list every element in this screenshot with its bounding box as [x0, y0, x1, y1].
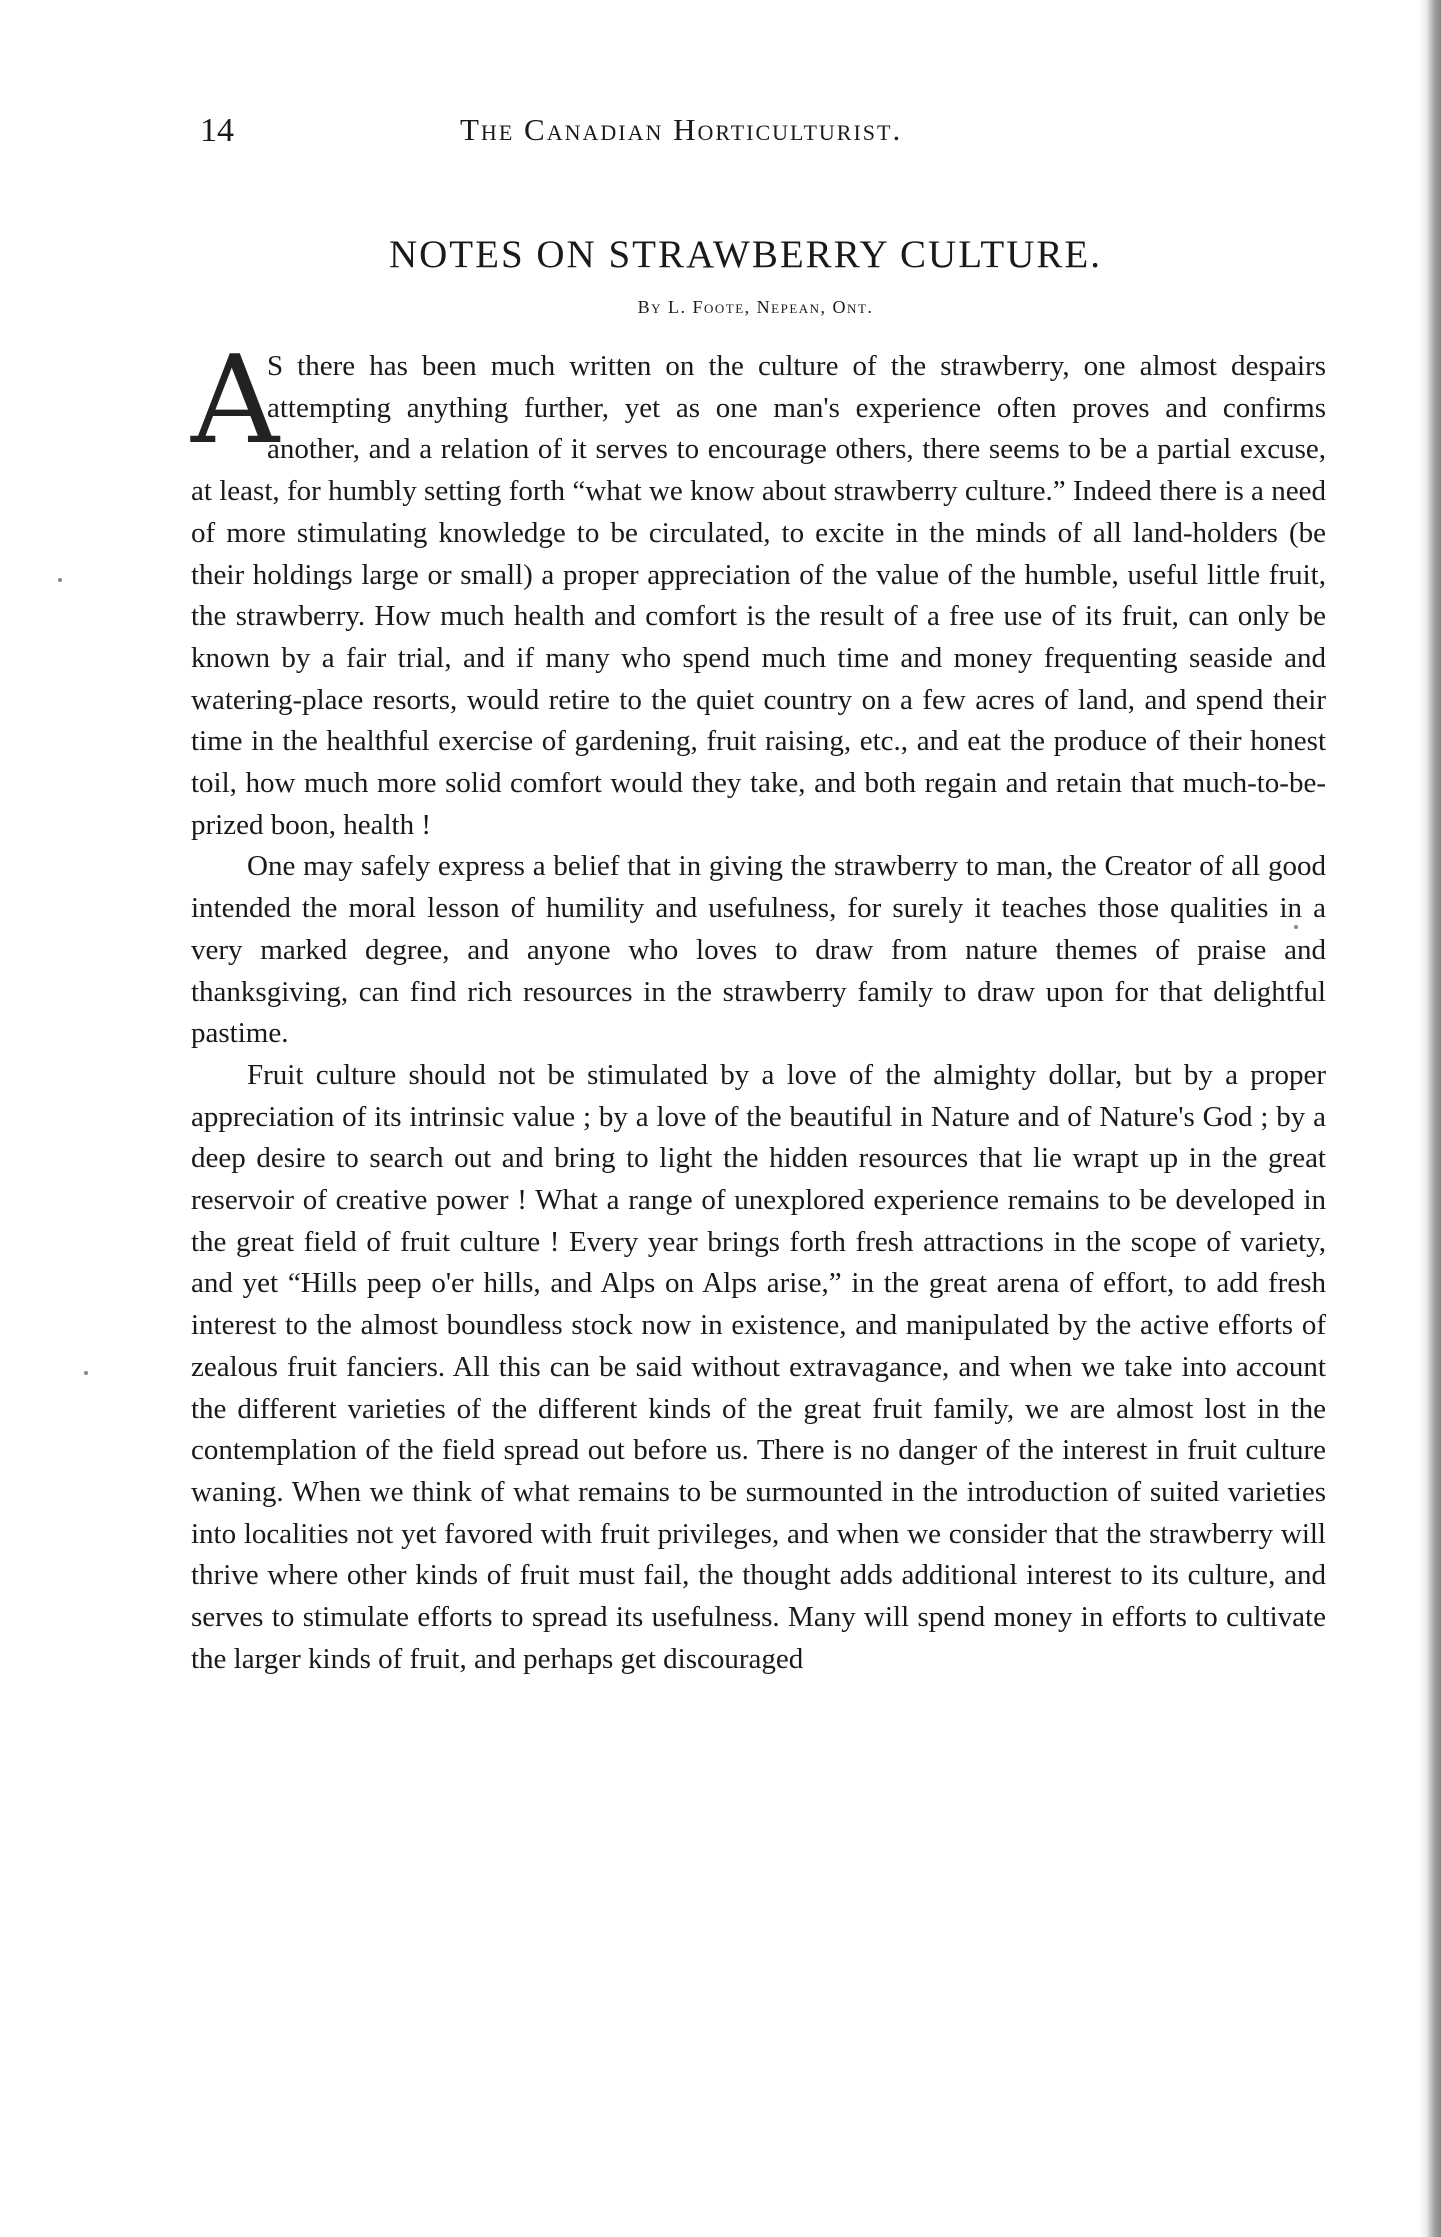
paragraph-1	[191, 329, 1326, 846]
stray-mark	[58, 578, 62, 582]
drop-cap-letter: A	[191, 329, 280, 471]
paragraph-3: Fruit culture should not be stimulated by a love of the almighty dollar, but by a proper appreciation of its intrinsic value ; by a love of the beautiful in Nature and of Nature's God ; by a deep desire to search out and bring to light the hidden resources that lie wrapt up in the great reservoir of creative power ! What a range of unexplored experience remains to be developed in the great field of fruit culture ! Every year brings forth fresh attractions in the scope of variety, and yet “Hills peep o'er hills, and Alps on Alps arise,” in the great arena of effort, to add fresh interest to the almost boundless stock now in existence, and manipulated by the active efforts of zealous fruit fanciers. All this can be said without extravagance, and when we take into account the different varieties of the different kinds of the great fruit family, we are almost lost in the contemplation of the field spread out before us. There is no danger of the interest in fruit culture waning. When we think of what remains to be surmounted in the introduction of suited varieties into localities not yet favored with fruit privileges, and when we consider that the strawberry will thrive where other kinds of fruit must fail, the thought adds additional interest to its culture, and serves to stimulate efforts to spread its usefulness. Many will spend money in efforts to cultivate the larger kinds of fruit, and perhaps get discouraged	[191, 1058, 1326, 1675]
paragraph-1-text: S there has been much written on the culture of the strawberry, one almost despairs attempting anything further, yet as one man's experience often proves and confirms another, and a relation of it serves to encourage others, there seems to be a partial excuse, at least, for humbly setting forth “what we know about strawberry culture.” Indeed there is a need of more stimulating knowledge to be circulated, to excite in the minds of all land-holders (be their holdings large or small) a proper appreciation of the value of the humble, useful little fruit, the strawberry. How much health and comfort is the result of a free use of its fruit, can only be known by a fair trial, and if many who spend much time and money frequenting seaside and watering-place resorts, would retire to the quiet country on a few acres of land, and spend their time in the healthful exercise of gardening, fruit raising, etc., and eat the produce of their honest toil, how much more solid comfort would they take, and both regain and retain that much-to-be-prized boon, health !	[191, 350, 1326, 841]
article-body	[191, 329, 1326, 1681]
page-edge-shadow	[1419, 0, 1441, 2237]
stray-mark	[1294, 925, 1298, 929]
page-number: 14	[200, 112, 234, 149]
stray-mark	[84, 1371, 88, 1375]
article-title: NOTES ON STRAWBERRY CULTURE.	[388, 233, 1103, 276]
page-header	[200, 112, 1330, 162]
article-byline: By L. Foote, Nepean, Ont.	[637, 297, 874, 317]
paragraph-2: One may safely express a belief that in giving the strawberry to man, the Creator of all good intended the moral lesson of humility and usefulness, for surely it teaches those qualities in a very marked degree, and anyone who loves to draw from nature themes of praise and thanksgiving, can find rich resources in the strawberry family to draw upon for that delightful pastime.	[191, 850, 1326, 1050]
running-head: The Canadian Horticulturist.	[460, 112, 903, 147]
